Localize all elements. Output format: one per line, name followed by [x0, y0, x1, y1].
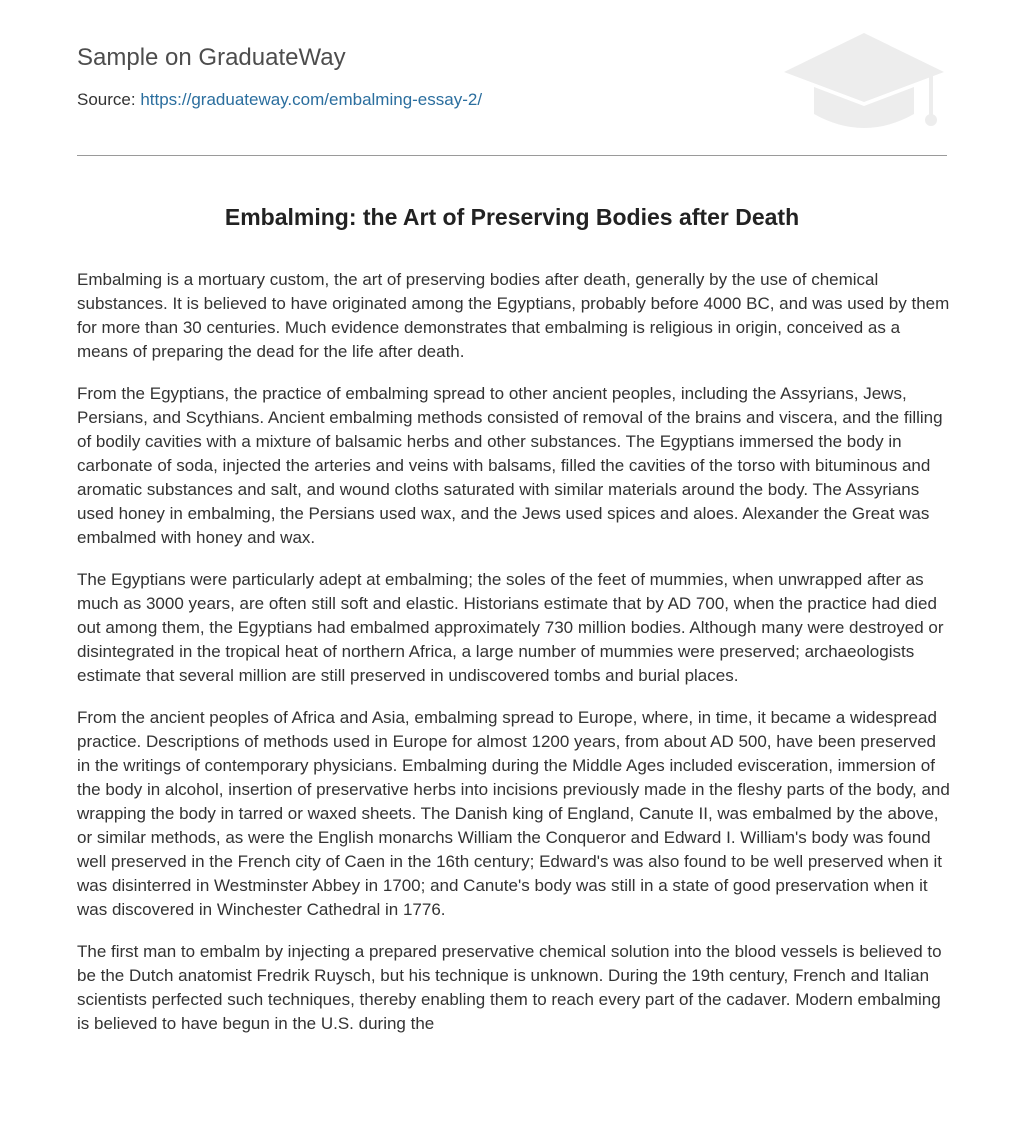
source-label: Source: — [77, 90, 136, 109]
cap-board — [784, 33, 944, 102]
cap-tassel-end — [925, 114, 937, 126]
cap-tassel-cord — [929, 74, 933, 116]
paragraph-3: The Egyptians were particularly adept at embalming; the soles of the feet of mummies, when unwrapped after as much as 3000 years, are often still soft and elastic. Historians estimate that by AD 700, when the practice had died out among them, the Egyptians had embalmed approximately 730 million bodies. Although many were destroyed or disintegrated in the tropical heat of northern Africa, a large number of mummies were preserved; archaeologists estimate that several million are still preserved in undiscovered tombs and burial places. — [77, 570, 944, 685]
paragraph-2: From the Egyptians, the practice of embalming spread to other ancient peoples, including the Assyrians, Jews, Persians, and Scythians. Ancient embalming methods consisted of removal of the brains and viscera, and the filling of bodily cavities with a mixture of balsamic herbs and other substances. The Egyptians immersed the body in carbonate of soda, injected the arteries and veins with balsams, filled the cavities of the torso with bituminous and aromatic substances and salt, and wound cloths saturated with similar materials around the body. The Assyrians used honey in embalming, the Persians used wax, and the Jews used spices and aloes. Alexander the Great was embalmed with honey and wax. — [77, 384, 943, 547]
header-divider — [77, 155, 947, 156]
source-line — [77, 90, 482, 110]
page-header — [77, 0, 947, 156]
paragraph-4: From the ancient peoples of Africa and Asia, embalming spread to Europe, where, in time, it became a widespread practice. Descriptions of methods used in Europe for almost 1200 years, from about AD 500, have been preserved in the writings of contemporary physicians. Embalming during the Middle Ages included evisceration, immersion of the body in alcohol, insertion of preservative herbs into incisions previously made in the fleshy parts of the body, and wrapping the body in tarred or waxed sheets. The Danish king of England, Canute II, was embalmed by the above, or similar methods, as were the English monarchs William the Conqueror and Edward I. William's body was found well preserved in the French city of Caen in the 16th century; Edward's was also found to be well preserved when it was disinterred in Westminster Abbey in 1700; and Canute's body was still in a state of good preservation when it was discovered in Winchester Cathedral in 1776. — [77, 708, 950, 919]
article-title: Embalming: the Art of Preserving Bodies after Death — [224, 204, 800, 230]
graduation-cap-icon — [781, 30, 947, 134]
source-link[interactable]: https://graduateway.com/embalming-essay-2/ — [140, 90, 483, 109]
paragraph-1: Embalming is a mortuary custom, the art of preserving bodies after death, generally by the use of chemical substances. It is believed to have originated among the Egyptians, probably before 4000 BC, and was used by them for more than 30 centuries. Much evidence demonstrates that embalming is religious in origin, conceived as a means of preparing the dead for the life after death. — [77, 270, 950, 361]
article-body — [77, 268, 951, 1054]
paragraph-5: The first man to embalm by injecting a prepared preservative chemical solution into the blood vessels is believed to be the Dutch anatomist Fredrik Ruysch, but his technique is unknown. During the 19th century, French and Italian scientists perfected such techniques, thereby enabling them to reach every part of the cadaver. Modern embalming is believed to have begun in the U.S. during the — [77, 942, 942, 1033]
site-title: Sample on GraduateWay — [77, 44, 346, 71]
